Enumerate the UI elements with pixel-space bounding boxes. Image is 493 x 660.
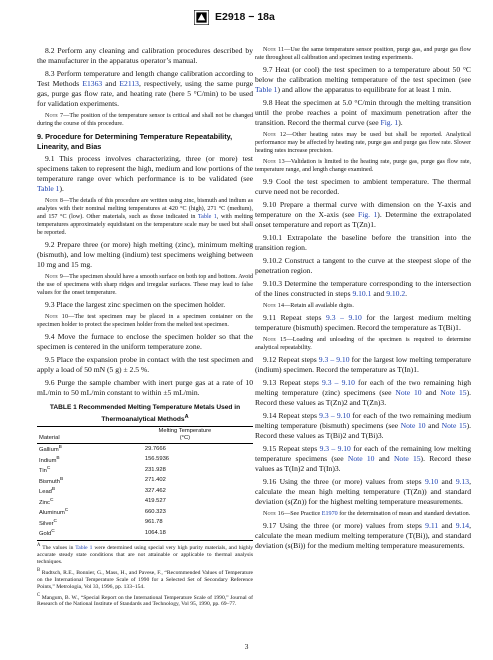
link-step-9-10-1[interactable]: 9.10.1	[352, 289, 372, 298]
link-table-1[interactable]: Table 1	[37, 184, 60, 193]
link-e1970[interactable]: E1970	[321, 511, 338, 517]
table-row	[37, 497, 253, 508]
section-9-heading: 9. Procedure for Determining Temperature Repeatability, Linearity, and Bias	[37, 132, 233, 151]
table-1-caption: TABLE 1 Recommended Melting Temperature Metals Used in Thermoanalytical Methods$^A$	[49, 404, 241, 423]
material-name: Silver$^C$	[39, 518, 57, 527]
link-fig-1[interactable]: Fig. 1	[380, 118, 399, 127]
paragraph-9-7: 9.7 Heat (or cool) the test specimen to a temperature about 50 °C below the calibration melting temperature of the test specimen (see Table 1) and allow the apparatus to equilibrate for at least 1 min.	[255, 65, 471, 94]
note-12: Note 12—Other heating rates may be used but shall be reported. Analytical performance may be affected by heating rate, purge gas and purge gas flow rate. Slower heating rates increase precision.	[255, 132, 471, 154]
paragraph-9-11: 9.11 Repeat steps 9.3 – 9.10 for the largest medium melting temperature (bismuth) specimen. Record the temperature as T(Bi)1.	[255, 313, 472, 332]
melting-temperature-value: 29.7666	[144, 445, 166, 452]
link-step-9-11[interactable]: 9.11	[425, 521, 439, 530]
melting-temperature-value: 961.78	[144, 519, 163, 526]
melting-temperature-value: 156.5936	[144, 456, 170, 463]
link-note-15[interactable]: Note 15	[440, 388, 467, 397]
link-e2113[interactable]: E2113	[119, 79, 139, 88]
table-row	[37, 528, 253, 540]
table-row	[37, 455, 253, 466]
link-table-1[interactable]: Table 1	[197, 214, 217, 220]
link-table-1[interactable]: Table 1	[75, 544, 93, 551]
paragraph-9-13: 9.13 Repeat steps 9.3 – 9.10 for each of the two remaining high melting temperature (zinc) specimens (see Note 10 and Note 15). Record these values as T(Zn)2 and T(Zn)3.	[255, 378, 471, 407]
melting-temperature-value: 1064.18	[117, 528, 253, 540]
link-steps-9-3-9-10[interactable]: 9.3 – 9.10	[319, 411, 351, 420]
note-9: Note 9—The specimen should have a smooth surface on both top and bottom. Avoid the use of specimens with sharp ridges and irregular surfaces. These may lead to false values for the onset temperature.	[37, 274, 253, 296]
note-15: Note 15—Loading and unloading of the specimen is required to determine analytical repeatability.	[255, 337, 471, 351]
link-step-9-14[interactable]: 9.14	[455, 521, 470, 530]
paragraph-9-10-1: 9.10.1 Extrapolate the baseline before the transition into the transition region.	[255, 233, 471, 252]
document-header	[194, 9, 275, 25]
paragraph-9-5: 9.5 Place the expansion probe in contact with the test specimen and apply a load of 50 mN (5 g) ± 2.5 %.	[37, 355, 253, 374]
paragraph-9-17: 9.17 Using the three (or more) values from steps 9.11 and 9.14, calculate the mean medium melting temperature (T(Bi)), and standard deviation (s(Bi)) for the medium melting temperature measurements.	[255, 521, 471, 550]
paragraph-9-9: 9.9 Cool the test specimen to ambient temperature. The thermal curve need not be recorded.	[255, 177, 471, 196]
material-name: Tin$^C$	[39, 466, 51, 475]
link-step-9-10-2[interactable]: 9.10.2	[386, 289, 406, 298]
table-row	[37, 507, 253, 518]
table-row	[37, 465, 253, 476]
material-name: Gold$^C$	[37, 528, 117, 540]
column-header-melting-temperature: Melting Temperature (°C)	[117, 427, 253, 444]
page-number: 3	[244, 642, 249, 651]
material-name: Bismuth$^B$	[39, 476, 64, 485]
paragraph-9-8: 9.8 Heat the specimen at 5.0 °C/min through the melting transition until the probe reaches a point of maximum penetration after the transition. Record the thermal curve (see Fig. 1).	[255, 98, 471, 127]
link-note-10[interactable]: Note 10	[395, 388, 422, 397]
note-16: Note 16—See Practice E1970 for the determination of mean and standard deviation.	[263, 511, 471, 517]
paragraph-9-12: 9.12 Repeat steps 9.3 – 9.10 for the largest low melting temperature (indium) specimen. Record the temperature as T(In)1.	[255, 355, 471, 374]
link-step-9-13[interactable]: 9.13	[455, 477, 470, 486]
link-step-9-10[interactable]: 9.10	[424, 477, 439, 486]
link-fig-1[interactable]: Fig. 1	[357, 210, 378, 219]
melting-temperature-table	[37, 426, 253, 541]
melting-temperature-value: 231.928	[144, 466, 166, 473]
link-steps-9-3-9-10[interactable]: 9.3 – 9.10	[322, 378, 355, 387]
link-note-15[interactable]: Note 15	[393, 454, 421, 463]
material-name: Indium$^B$	[39, 455, 60, 464]
table-row	[37, 486, 253, 497]
paragraph-9-4: 9.4 Move the furnace to enclose the specimen holder so that the specimen is centered in the uniform temperature zone.	[37, 332, 253, 351]
note-7: Note 7—The position of the temperature sensor is critical and shall not be changed during the course of this procedure.	[37, 113, 253, 127]
paragraph-9-14: 9.14 Repeat steps 9.3 – 9.10 for each of the two remaining medium melting temperature (bismuth) specimens (see Note 10 and Note 15). Record these values as T(Bi)2 and T(Bi)3.	[255, 411, 471, 440]
material-name: Aluminum$^C$	[39, 508, 69, 517]
table-row	[37, 476, 253, 487]
paragraph-9-6: 9.6 Purge the sample chamber with inert purge gas at a rate of 10 mL/min to 50 mL/min constant to within ±5 mL/min.	[37, 378, 253, 397]
material-name: Zinc$^C$	[39, 497, 54, 506]
link-table-1[interactable]: Table 1	[255, 85, 278, 94]
melting-temperature-value: 271.402	[144, 477, 166, 484]
link-note-10[interactable]: Note 10	[400, 421, 426, 430]
paragraph-9-16: 9.16 Using the three (or more) values from steps 9.10 and 9.13, calculate the mean high melting temperature (T(Zn)) and standard deviation (s(Zn)) for the highest melting temperature measurements.	[255, 477, 472, 506]
material-name: Lead$^B$	[39, 487, 56, 496]
left-column	[37, 46, 253, 608]
table-footnote-b: $^B$ Rudtsch, R.E., Bonnier, G., Mass, H., and Pavese, F., “Recommended Values of Temperature on the International Temperature Scale of 1990 for a Selected Set of Secondary Reference Points,” Metrologia, Vol 33, 1996, pp. 133–154.	[37, 567, 253, 590]
standard-designation: E2918 − 18a	[215, 11, 275, 23]
link-e1363[interactable]: E1363	[82, 79, 103, 88]
column-header-material: Material	[37, 427, 117, 444]
link-steps-9-3-9-10[interactable]: 9.3 – 9.10	[318, 355, 350, 364]
note-13: Note 13—Validation is limited to the heating rate, purge gas, purge gas flow rate, temperature range, and length change examined.	[255, 159, 471, 173]
paragraph-9-10-2: 9.10.2 Construct a tangent to the curve at the steepest slope of the penetration region.	[255, 256, 471, 275]
melting-temperature-value: 327.462	[144, 487, 166, 494]
table-row	[37, 444, 253, 455]
melting-temperature-value: 419.527	[144, 498, 166, 505]
link-note-15[interactable]: Note 15	[441, 421, 467, 430]
paragraph-9-2: 9.2 Prepare three (or more) high melting (zinc), minimum melting (bismuth), and low melting (indium) test specimens weighing between 10 mg and 15 mg.	[37, 240, 253, 269]
paragraph-9-10: 9.10 Prepare a thermal curve with dimension on the Y-axis and temperature on the X-axis (see Fig. 1). Determine the extrapolated onset temperature and report as T(Zn)1.	[255, 200, 472, 229]
note-11: Note 11—Use the same temperature sensor position, purge gas, and purge gas flow rate throughout all calibration and specimen testing experiments.	[255, 47, 472, 61]
note-8: Note 8—The details of this procedure are written using zinc, bismuth and indium as analytes with their nominal melting temperatures at 420 °C (high), 271 °C (medium), and 157 °C (low). Other materials, such as those indicated in Table 1, with melting temperatures approximately equidistant on the temperature scale may be used but shall be reported.	[37, 198, 253, 236]
table-row	[37, 518, 253, 529]
note-14: Note 14—Retain all available digits.	[263, 303, 354, 309]
link-note-10[interactable]: Note 10	[347, 454, 375, 463]
melting-temperature-value: 660.323	[144, 508, 166, 515]
astm-logo-icon	[194, 10, 209, 25]
table-footnote-c: $^C$ Mangum, B. W., “Special Report on the International Temperature Scale of 1990,” Journal of Research of the National Institute of Standards and Technology, Vol 95, 1990, pp. 69–77.	[37, 592, 253, 608]
paragraph-9-10-3: 9.10.3 Determine the temperature corresponding to the intersection of the lines constructed in steps 9.10.1 and 9.10.2.	[255, 279, 471, 298]
note-10: Note 10—The test specimen may be placed in a specimen container on the specimen holder to protect the specimen holder from the melted test specimen.	[37, 314, 253, 328]
paragraph-9-1: 9.1 This process involves characterizing, three (or more) test specimens taken to represent the high, medium and low portions of the temperature range over which performance is to be validated (see Table 1).	[37, 154, 253, 193]
right-column	[255, 46, 471, 554]
material-name: Gallium$^B$	[39, 445, 62, 454]
table-footnote-a: $^A$ The values in Table 1 were determined using special very high purity materials, and highly accurate steady state conditions that are not attainable or applicable to thermal analysis techniques.	[37, 542, 253, 565]
paragraph-9-15: 9.15 Repeat steps 9.3 – 9.10 for each of the remaining low melting temperature specimens (see Note 10 and Note 15). Record these values as T(In)2 and T(In)3.	[255, 444, 471, 473]
link-steps-9-3-9-10[interactable]: 9.3 – 9.10	[319, 444, 351, 453]
link-steps-9-3-9-10[interactable]: 9.3 – 9.10	[326, 313, 362, 322]
paragraph-8-2: 8.2 Perform any cleaning and calibration procedures described by the manufacturer in the apparatus operator’s manual.	[37, 46, 253, 65]
paragraph-9-3: 9.3 Place the largest zinc specimen on the specimen holder.	[45, 300, 226, 309]
paragraph-8-3: 8.3 Perform temperature and length change calibration according to Test Methods E1363 and E2113, respectively, using the same purge gas, purge gas flow rate, and heating rate (here 5 °C/min) to be used for validation experiments.	[37, 69, 253, 108]
